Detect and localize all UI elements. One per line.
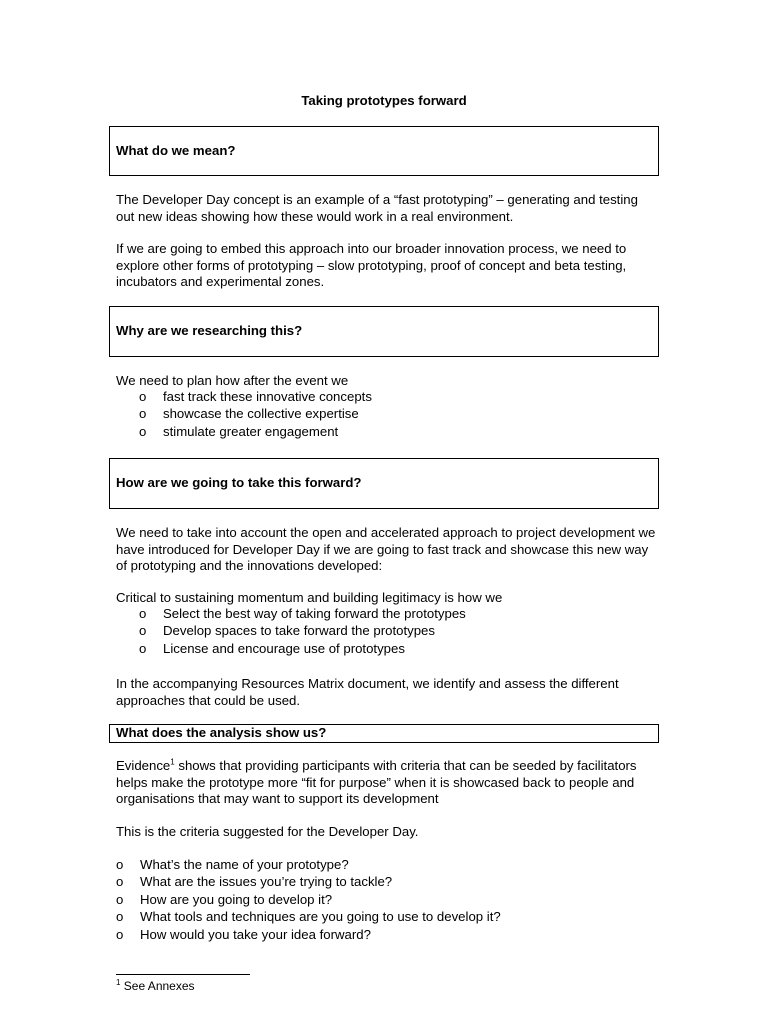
page-title: Taking prototypes forward [301,93,467,108]
list-item-text: fast track these innovative concepts [163,389,372,404]
section-heading-text: Why are we researching this? [116,323,303,339]
footnote-number: 1 [116,978,121,987]
section-heading-why-researching [109,306,659,357]
bullet-marker: o [139,640,147,656]
bullet-marker: o [139,623,147,639]
list-item-text: stimulate greater engagement [163,423,339,439]
bullet-marker: o [116,891,124,907]
footnote-text: See Annexes [120,979,195,993]
paragraph-criteria-intro: This is the criteria suggested for the Developer Day. [116,824,419,839]
paragraph-resources-matrix: In the accompanying Resources Matrix document, we identify and assess the different approaches that could be used. [116,676,619,708]
list-item-text: Select the best way of taking forward the prototypes [163,606,466,621]
paragraph-plan-intro: We need to plan how after the event we [116,373,349,388]
bullet-marker: o [116,909,124,925]
list-item-text: Develop spaces to take forward the prototypes [163,623,435,639]
list-item-text: How would you take your idea forward? [140,926,371,942]
paragraph-open-approach: We need to take into account the open and accelerated approach to project development we have introduced for Developer Day if we are going to fast track and showcase this new way of prototyping and the innovations developed: [116,525,656,574]
section-heading-what-do-we-mean [109,126,659,176]
footnote-separator [116,974,250,975]
paragraph-developer-day-concept: The Developer Day concept is an example of a “fast prototyping” – generating and testing out new ideas showing how these would work in a real environment. [116,192,638,224]
bullet-marker: o [139,606,147,621]
list-item-text: License and encourage use of prototypes [163,640,405,656]
evidence-text: shows that providing participants with criteria that can be seeded by facilitators helps make the prototype more “fit for purpose” when it is showcased back to people and organisations that may want to support its development [116,758,637,807]
bullet-marker: o [116,874,124,890]
list-item-text: What’s the name of your prototype? [140,857,349,872]
paragraph-evidence [116,758,656,808]
section-heading-how-forward [109,458,659,509]
section-heading-text: What does the analysis show us? [116,725,327,741]
evidence-word: Evidence [116,758,171,773]
bullet-marker: o [139,389,147,404]
footnote-reference[interactable]: 1 [170,757,175,767]
bullet-marker: o [116,857,124,872]
section-heading-analysis [109,724,659,743]
section-heading-text: How are we going to take this forward? [116,475,362,491]
bullet-marker: o [139,423,147,439]
bullet-marker: o [139,406,147,422]
list-item-text: How are you going to develop it? [140,891,333,907]
paragraph-critical-intro: Critical to sustaining momentum and building legitimacy is how we [116,590,503,605]
list-item-text: showcase the collective expertise [163,406,359,422]
bullet-marker: o [116,926,124,942]
list-item-text: What tools and techniques are you going to use to develop it? [140,909,501,925]
paragraph-embed-approach: If we are going to embed this approach into our broader innovation process, we need to explore other forms of prototyping – slow prototyping, proof of concept and beta testing, incubators and experimental zones. [116,241,627,290]
list-item-text: What are the issues you’re trying to tackle? [140,874,393,890]
footnote [116,978,195,995]
section-heading-text: What do we mean? [116,142,236,158]
